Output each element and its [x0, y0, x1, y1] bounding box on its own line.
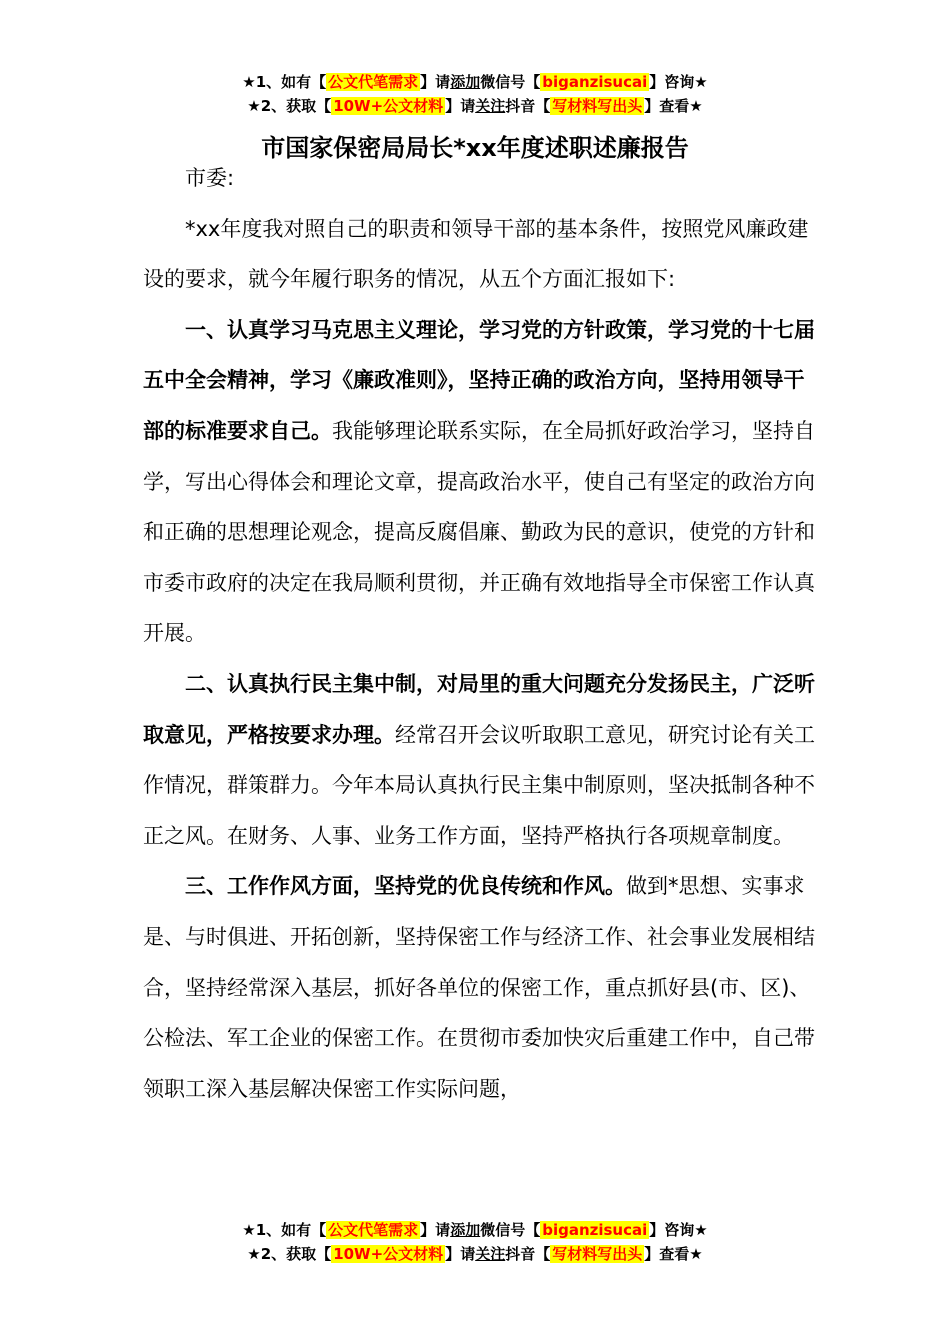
footer-highlight-douyin: 写材料写出头 [552, 1245, 643, 1263]
section-heading-1: 一、认真学习马克思主义理论，学习党的方针政策，学习党的十七届五中全会精神，学习《廉政准则》，坚持正确的政治方向，坚持用领导干部的标准要求自己。 [143, 317, 815, 443]
section-paragraph-1 [143, 305, 819, 659]
section-paragraph-3 [143, 861, 819, 1114]
section-text-1: 我能够理论联系实际，在全局抓好政治学习，坚持自学，写出心得体会和理论文章，提高政治水平，使自己有坚定的政治方向和正确的思想理论观念，提高反腐倡廉、勤政为民的意识，使党的方针和市委市政府的决定在我局顺利贯彻，并正确有效地指导全市保密工作认真开展。 [143, 418, 815, 646]
footer-highlight-service: 公文代笔需求 [328, 1221, 419, 1239]
footer-notice-line-2: ★2、获取【 10W+公文材料 】请关注抖音【 写材料写出头 】查看★ [247, 1245, 703, 1263]
section-text-3: 做到*思想、实事求是、与时俱进、开拓创新，坚持保密工作与经济工作、社会事业发展相结合，坚持经常深入基层，抓好各单位的保密工作，重点抓好县(市、区)、公检法、军工企业的保密工作。在贯彻市委加快灾后重建工作中，自己带领职工深入基层解决保密工作实际问题， [143, 874, 815, 1101]
notice-line-2: ★2、获取【 10W+公文材料 】请关注抖音【 写材料写出头 】查看★ [247, 97, 703, 115]
salutation: 市委: [185, 166, 235, 190]
highlight-douyin: 写材料写出头 [552, 97, 643, 115]
footer-notice-line-1: ★1、如有【 公文代笔需求 】请添加微信号【 biganzisucai 】咨询★ [242, 1221, 708, 1239]
section-text-2: 经常召开会议听取职工意见，研究讨论有关工作情况，群策群力。今年本局认真执行民主集中制原则，坚决抵制各种不正之风。在财务、人事、业务工作方面，坚持严格执行各项规章制度。 [143, 722, 815, 848]
intro-paragraph: *xx年度我对照自己的职责和领导干部的基本条件，按照党风廉政建设的要求，就今年履行职务的情况，从五个方面汇报如下: [143, 216, 809, 292]
highlight-wechat-id: biganzisucai [542, 73, 648, 91]
notice-line-1: ★1、如有【 公文代笔需求 】请添加微信号【 biganzisucai 】咨询★ [242, 73, 708, 91]
highlight-service: 公文代笔需求 [328, 73, 419, 91]
header-notice-banner [0, 70, 950, 118]
highlight-materials: 10W+公文材料 [333, 97, 444, 115]
document-title: 市国家保密局局长*xx年度述职述廉报告 [261, 134, 689, 162]
footer-highlight-wechat-id: biganzisucai [542, 1221, 648, 1239]
document-body [143, 153, 819, 1114]
section-heading-2: 二、认真执行民主集中制，对局里的重大问题充分发扬民主，广泛听取意见，严格按要求办理。 [143, 671, 815, 747]
section-heading-3: 三、工作作风方面，坚持党的优良传统和作风。 [185, 874, 626, 899]
footer-notice-banner [0, 1218, 950, 1266]
section-paragraph-2 [143, 659, 819, 861]
footer-highlight-materials: 10W+公文材料 [333, 1245, 444, 1263]
